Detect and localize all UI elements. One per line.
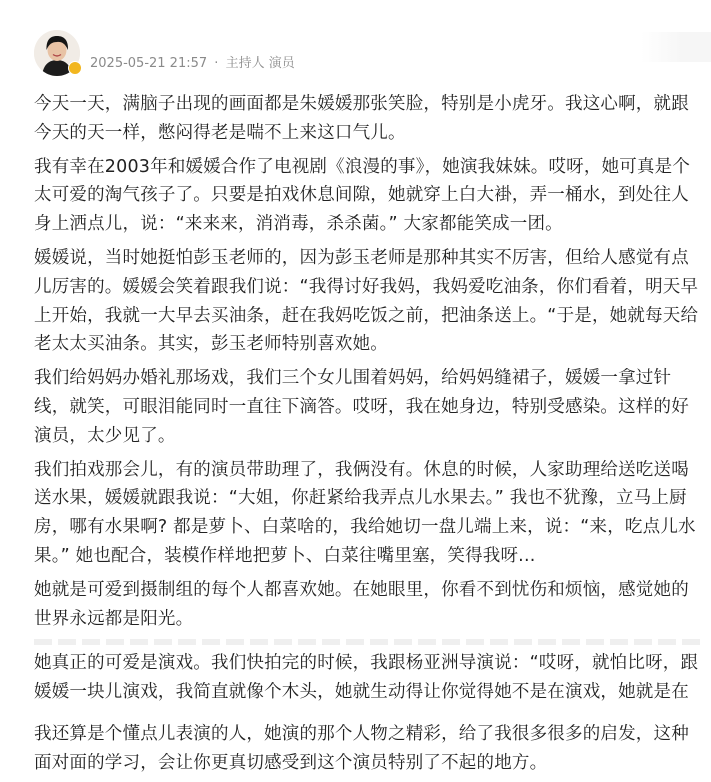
author-roles: 主持人 演员 [225, 55, 295, 71]
paragraph-2: 我有幸在2003年和媛媛合作了电视剧《浪漫的事》，她演我妹妹。哎呀，她可真是个太可爱的淘气孩子了。只要是拍戏休息间隙，她就穿上白大褂，弄一桶水，到处往人身上洒点儿，说：“来来来，消消毒，杀杀菌。” 大家都能笑成一团。 [34, 156, 691, 235]
folded-gap [34, 712, 706, 720]
paragraph-3: 媛媛说，当时她挺怕彭玉老师的，因为彭玉老师是那种其实不厉害，但给人感觉有点儿厉害的。媛媛会笑着跟我们说：“我得讨好我妈，我妈爱吃油条，你们看着，明天早上开始，我就一大早去买油条，赶在我妈吃饭之前，把油条送上。“于是，她就每天给老太太买油条。其实，彭玉老师特别喜欢她。 [34, 247, 699, 355]
paragraph-8: 我还算是个懂点儿表演的人，她演的那个人物之精彩，给了我很多很多的启发，这种面对面的学习，会让你更真切感受到这个演员特别了不起的地方。 [34, 723, 689, 773]
avatar[interactable] [34, 30, 80, 76]
header-corner-fade [641, 32, 711, 62]
paragraph-5: 我们拍戏那会儿，有的演员带助理了，我俩没有。休息的时候，人家助理给送吃送喝送水果，媛媛就跟我说：“大姐，你赶紧给我弄点儿水果去。” 我也不犹豫，立马上厨房，哪有水果啊? 都是萝卜、白菜啥的，我给她切一盘儿端上来，说：“来，吃点儿水果。” 她也配合，装模作样地把萝卜、白菜往嘴里塞，笑得我呀... [34, 459, 696, 566]
post-date: 2025-05-21 21:57 [90, 55, 208, 71]
post-meta [90, 52, 295, 71]
paragraph-4: 我们给妈妈办婚礼那场戏，我们三个女儿围着妈妈，给妈妈缝裙子，媛媛一拿过针线，就笑，可眼泪能同时一直往下滴答。哎呀，我在她身边，特别受感染。这样的好演员，太少见了。 [34, 368, 689, 446]
verified-badge-icon [68, 61, 82, 75]
paragraph-1: 今天一天，满脑子出现的画面都是朱媛媛那张笑脸，特别是小虎牙。我这心啊，就跟今天的天一样，憋闷得老是喘不上来这口气儿。 [34, 94, 689, 143]
post-header [34, 28, 295, 78]
meta-separator: · [214, 55, 219, 71]
paragraph-7: 她真正的可爱是演戏。我们快拍完的时候，我跟杨亚洲导演说：“哎呀，就怕比呀，跟媛媛一块儿演戏，我简直就像个木头，她就生动得让你觉得她不是在演戏，她就是在 [34, 652, 699, 702]
paragraph-6: 她就是可爱到摄制组的每个人都喜欢她。在她眼里，你看不到忧伤和烦恼，感觉她的世界永远都是阳光。 [34, 579, 689, 629]
post-body [34, 90, 706, 782]
folded-text-strip [34, 639, 706, 645]
